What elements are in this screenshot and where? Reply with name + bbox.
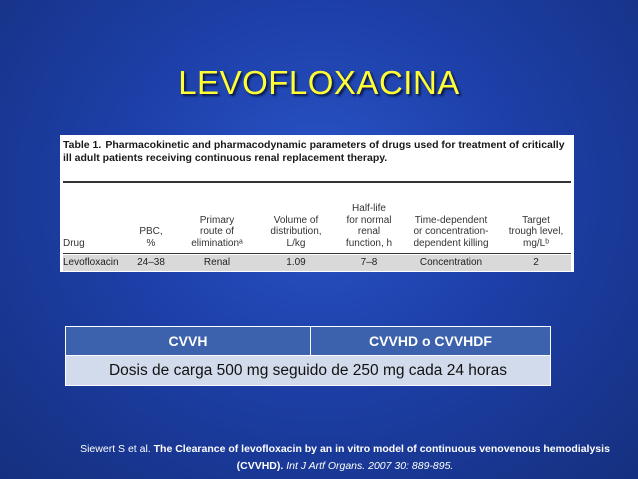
table-top-rule xyxy=(63,181,571,183)
header-trough: Target trough level, mg/Lᵇ xyxy=(508,214,564,249)
citation-authors: Siewert S et al. xyxy=(80,443,151,455)
dosing-row xyxy=(66,356,551,386)
table-caption xyxy=(63,139,571,165)
pharmacokinetic-table xyxy=(60,135,574,272)
table-header-row xyxy=(63,184,571,253)
table-caption-label: Table 1. xyxy=(63,139,102,151)
table-header-rule xyxy=(63,253,571,254)
cell-elimination: Renal xyxy=(203,257,231,268)
dosing-table xyxy=(65,326,551,386)
header-cvvh: CVVH xyxy=(66,327,311,356)
citation-journal: Int J Artf Organs. 2007 30: 889-895. xyxy=(286,460,454,472)
dosing-text: Dosis de carga 500 mg seguido de 250 mg cada 24 horas xyxy=(66,356,551,386)
header-killing: Time-dependent or concentration- dependent killing xyxy=(413,214,489,249)
citation xyxy=(60,441,630,475)
header-half-life: Half-life for normal renal function, h xyxy=(345,203,393,249)
cell-drug: Levofloxacin xyxy=(63,257,119,268)
table-caption-text: Pharmacokinetic and pharmacodynamic parameters of drugs used for treatment of critically ill adult patients receiving continuous renal replacement therapy. xyxy=(63,139,565,164)
header-cvvhd: CVVHD o CVVHDF xyxy=(311,327,551,356)
cell-killing: Concentration xyxy=(419,257,483,268)
header-elimination: Primary route of eliminationᵃ xyxy=(191,214,243,249)
table-row xyxy=(63,255,571,271)
header-volume: Volume of distribution, L/kg xyxy=(270,214,322,249)
cell-volume: 1.09 xyxy=(286,257,306,268)
citation-title: The Clearance of levofloxacin by an in vitro model of continuous venovenous hemodialysis (CVVHD). xyxy=(153,443,610,472)
header-pbc: PBC, % xyxy=(139,226,163,249)
header-drug: Drug xyxy=(63,237,85,249)
slide-title: LEVOFLOXACINA xyxy=(178,64,460,101)
cell-half-life: 7–8 xyxy=(360,257,378,268)
cell-trough: 2 xyxy=(533,257,539,268)
cell-pbc: 24–38 xyxy=(137,257,165,268)
dosing-header-row xyxy=(66,327,551,356)
